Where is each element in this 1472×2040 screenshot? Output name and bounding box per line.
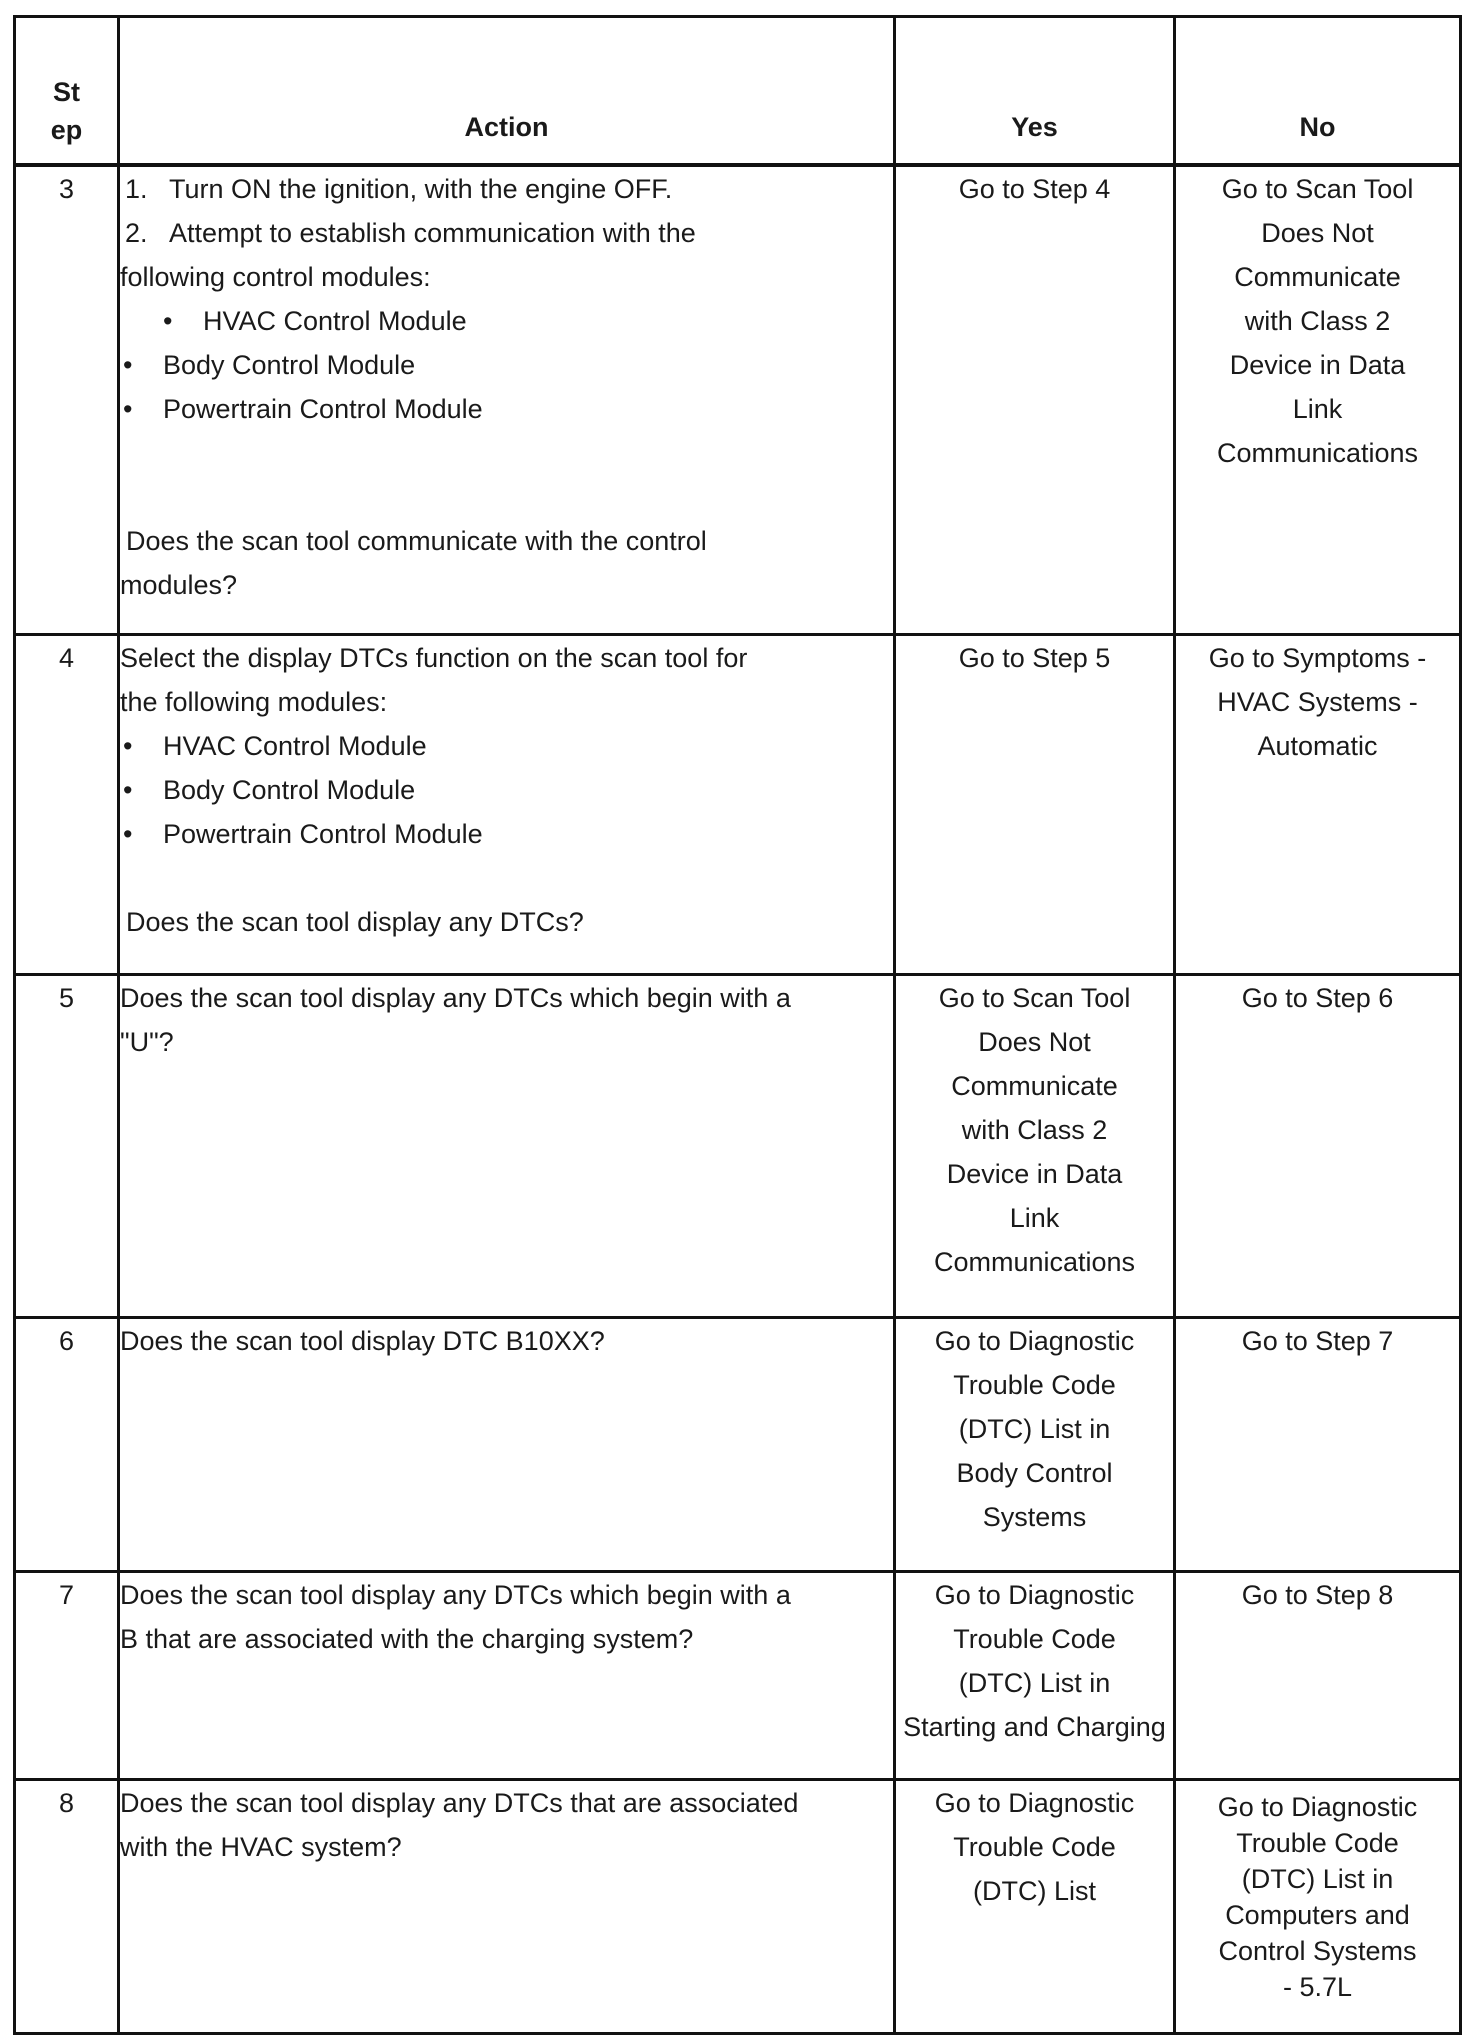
yes-text: Go to Diagnostic	[934, 1580, 1135, 1610]
no-text: Go to Step 8	[1241, 1580, 1394, 1610]
no-text: Control Systems	[1218, 1936, 1417, 1966]
no-text: Trouble Code	[1236, 1828, 1399, 1858]
yes-text: (DTC) List in	[958, 1668, 1111, 1698]
step-number: 6	[15, 1318, 119, 1572]
question-text: Does the scan tool display any DTCs which begin with a	[120, 983, 791, 1013]
question-text: with the HVAC system?	[120, 1832, 402, 1862]
table-row-step-5	[15, 975, 1461, 1318]
no-text: - 5.7L	[1282, 1972, 1353, 2002]
header-step-line-2: ep	[50, 114, 83, 145]
no-cell	[1175, 1572, 1461, 1780]
action-cell	[119, 635, 895, 975]
action-cell	[119, 1572, 895, 1780]
header-yes: Yes	[895, 17, 1175, 165]
question-text: Does the scan tool display any DTCs that are associated	[120, 1788, 799, 1818]
no-text: Communicate	[1234, 261, 1401, 292]
no-cell	[1175, 975, 1461, 1318]
bullet-dot-icon: •	[163, 305, 173, 336]
bullet-text: Powertrain Control Module	[163, 819, 483, 849]
header-action: Action	[119, 17, 895, 165]
bullet-dot-icon: •	[123, 819, 133, 849]
bullet-item	[120, 812, 893, 856]
header-row	[15, 17, 1461, 165]
intro-text: Select the display DTCs function on the scan tool for	[120, 643, 748, 673]
yes-text: Trouble Code	[953, 1370, 1116, 1400]
question-text: modules?	[120, 569, 238, 600]
bullet-dot-icon: •	[123, 731, 133, 761]
no-cell	[1175, 1780, 1461, 2034]
bullet-text: HVAC Control Module	[163, 731, 427, 761]
no-text: Link	[1292, 393, 1343, 424]
no-text: with Class 2	[1244, 305, 1391, 336]
bullet-dot-icon: •	[123, 775, 133, 805]
no-text: Does Not	[1261, 217, 1374, 248]
item-number: 2.	[125, 217, 148, 248]
no-text: Automatic	[1257, 731, 1378, 761]
no-text: Go to Symptoms -	[1208, 643, 1427, 673]
yes-text: Communications	[933, 1247, 1136, 1277]
continuation-text: following control modules:	[120, 261, 431, 292]
no-cell	[1175, 635, 1461, 975]
no-text: Communications	[1216, 437, 1419, 468]
yes-text: Go to Diagnostic	[934, 1326, 1135, 1356]
header-no: No	[1175, 17, 1461, 165]
yes-text: Starting and Charging	[903, 1712, 1166, 1742]
bullet-item	[120, 343, 893, 387]
no-text: Go to Diagnostic	[1217, 1792, 1418, 1822]
bullet-item	[120, 299, 893, 343]
bullet-item	[120, 724, 893, 768]
step-number: 7	[15, 1572, 119, 1780]
action-cell	[119, 1780, 895, 2034]
yes-text: Systems	[982, 1502, 1087, 1532]
diagnostic-table	[13, 15, 1462, 2035]
no-text: Go to Step 6	[1241, 983, 1394, 1013]
no-text: HVAC Systems -	[1217, 687, 1418, 717]
action-cell	[119, 165, 895, 635]
bullet-text: Body Control Module	[163, 349, 416, 380]
yes-cell	[895, 1318, 1175, 1572]
step-number: 4	[15, 635, 119, 975]
action-cell	[119, 975, 895, 1318]
no-text: Device in Data	[1229, 349, 1406, 380]
bullet-text: Body Control Module	[163, 775, 416, 805]
bullet-text: HVAC Control Module	[203, 305, 467, 336]
question-text: Does the scan tool display any DTCs?	[126, 907, 584, 937]
yes-text: Trouble Code	[953, 1832, 1116, 1862]
numbered-item	[120, 211, 893, 255]
header-step	[15, 17, 119, 165]
question-text: B that are associated with the charging system?	[120, 1624, 694, 1654]
table-row-step-3	[15, 165, 1461, 635]
table-row-step-4	[15, 635, 1461, 975]
header-step-line-1: St	[53, 76, 80, 107]
no-text: Computers and	[1225, 1900, 1410, 1930]
question-text: "U"?	[120, 1027, 174, 1057]
step-number: 5	[15, 975, 119, 1318]
item-number: 1.	[125, 173, 148, 204]
bullet-item	[120, 768, 893, 812]
yes-cell	[895, 165, 1175, 635]
yes-cell	[895, 635, 1175, 975]
table-row-step-8	[15, 1780, 1461, 2034]
yes-cell	[895, 975, 1175, 1318]
action-cell	[119, 1318, 895, 1572]
no-cell	[1175, 165, 1461, 635]
yes-text: Trouble Code	[953, 1624, 1116, 1654]
bullet-dot-icon: •	[123, 393, 133, 424]
table-row-step-7	[15, 1572, 1461, 1780]
yes-text: Go to Diagnostic	[934, 1788, 1135, 1818]
no-cell	[1175, 1318, 1461, 1572]
table-row-step-6	[15, 1318, 1461, 1572]
bullet-item	[120, 387, 893, 431]
question-text: Does the scan tool display DTC B10XX?	[120, 1326, 605, 1356]
yes-text: Communicate	[951, 1071, 1118, 1101]
step-number: 3	[15, 165, 119, 635]
bullet-dot-icon: •	[123, 349, 133, 380]
question-text: Does the scan tool communicate with the control	[126, 525, 707, 556]
yes-text: Body Control	[956, 1458, 1113, 1488]
bullet-text: Powertrain Control Module	[163, 393, 483, 424]
step-number: 8	[15, 1780, 119, 2034]
numbered-item	[120, 167, 893, 211]
no-text: Go to Scan Tool	[1221, 173, 1414, 204]
yes-cell	[895, 1780, 1175, 2034]
yes-text: Go to Step 5	[958, 643, 1111, 673]
no-text: Go to Step 7	[1241, 1326, 1394, 1356]
yes-text: (DTC) List	[973, 1876, 1096, 1906]
question-text: Does the scan tool display any DTCs which begin with a	[120, 1580, 791, 1610]
yes-text: (DTC) List in	[958, 1414, 1111, 1444]
yes-cell	[895, 1572, 1175, 1780]
intro-text: the following modules:	[120, 687, 388, 717]
yes-text: Go to Step 4	[958, 173, 1111, 204]
item-text: Turn ON the ignition, with the engine OFF.	[169, 173, 673, 204]
item-text: Attempt to establish communication with the	[169, 217, 696, 248]
yes-text: Link	[1009, 1203, 1060, 1233]
yes-text: Device in Data	[946, 1159, 1123, 1189]
yes-text: with Class 2	[961, 1115, 1108, 1145]
yes-text: Go to Scan Tool	[938, 983, 1131, 1013]
no-text: (DTC) List in	[1241, 1864, 1394, 1894]
yes-text: Does Not	[978, 1027, 1091, 1057]
